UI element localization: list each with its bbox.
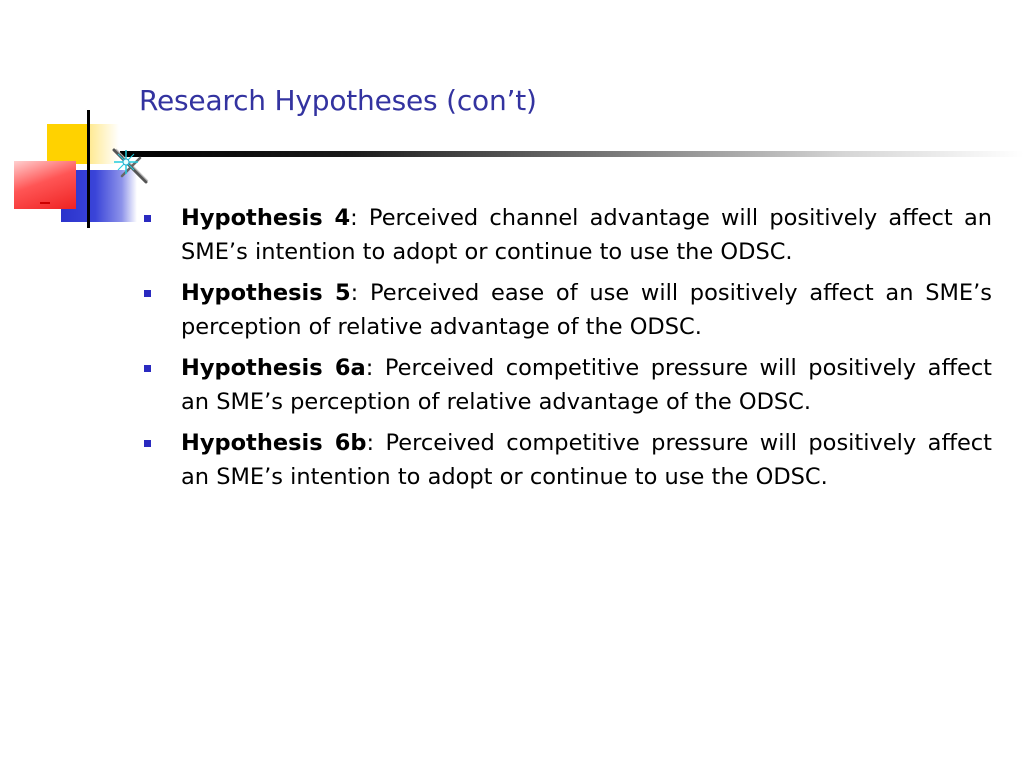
hypothesis-text: : Perceived channel advantage will positively affect an SME’s intention to adopt or continue to use the ODSC. — [181, 205, 992, 265]
square-bullet-icon — [144, 440, 151, 447]
hypothesis-item-6b — [142, 426, 992, 494]
title-underline-rule — [120, 151, 1024, 157]
square-bullet-icon — [144, 365, 151, 372]
vertical-bar — [87, 110, 90, 228]
hypothesis-item-6a — [142, 351, 992, 419]
hypothesis-item-4 — [142, 201, 992, 269]
red-dash — [40, 202, 50, 204]
square-bullet-icon — [144, 215, 151, 222]
hypothesis-label: Hypothesis 5 — [181, 280, 351, 306]
pushpin-icon — [108, 144, 152, 188]
hypothesis-item-5 — [142, 276, 992, 344]
hypothesis-label: Hypothesis 6b — [181, 430, 367, 456]
hypothesis-text: : Perceived competitive pressure will positively affect an SME’s perception of relative advantage of the ODSC. — [181, 355, 993, 415]
hypothesis-text: : Perceived ease of use will positively affect an SME’s perception of relative advantage of the ODSC. — [181, 280, 992, 340]
slide-title: Research Hypotheses (con’t) — [139, 84, 537, 117]
hypothesis-label: Hypothesis 4 — [181, 205, 351, 231]
hypotheses-list — [142, 201, 992, 501]
hypothesis-text: : Perceived competitive pressure will positively affect an SME’s intention to adopt or continue to use the ODSC. — [181, 430, 992, 490]
yellow-square — [47, 124, 87, 164]
hypothesis-label: Hypothesis 6a — [181, 355, 366, 381]
square-bullet-icon — [144, 290, 151, 297]
